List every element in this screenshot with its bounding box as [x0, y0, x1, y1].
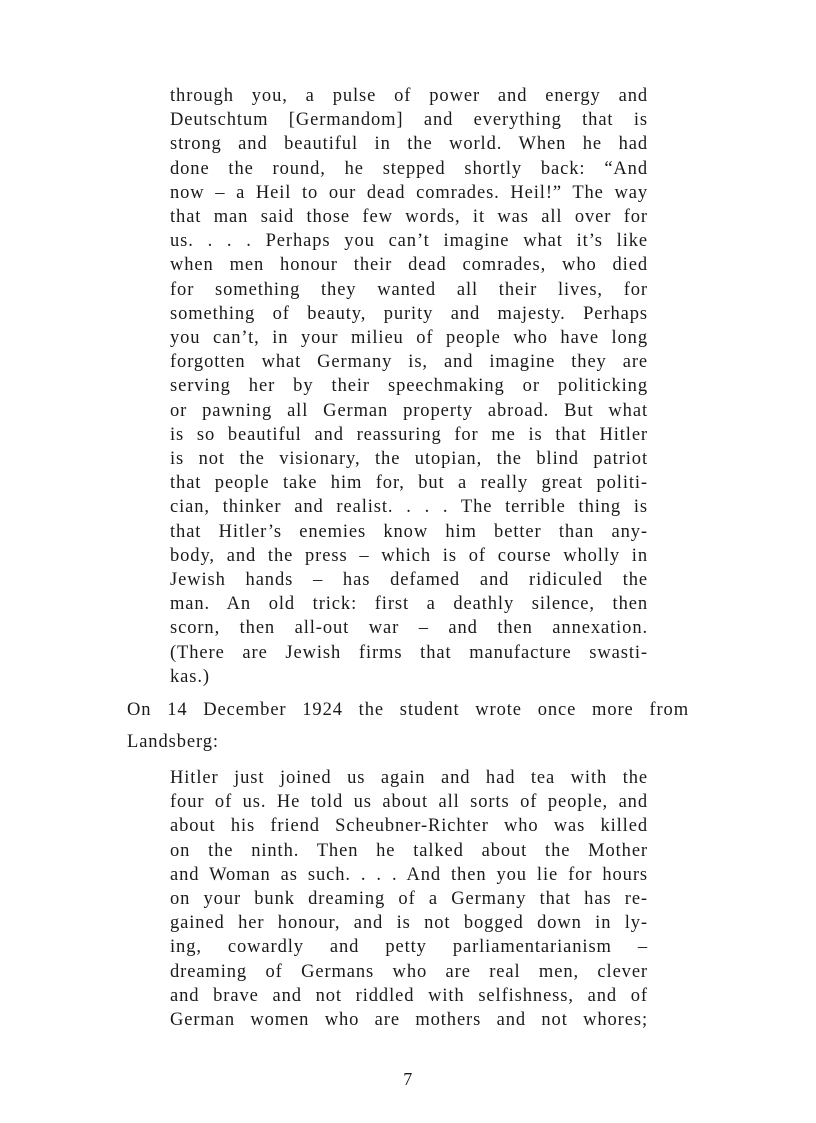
- quote-line: and brave and not riddled with selfishness, and of: [170, 985, 648, 1006]
- body-line: On 14 December 1924 the student wrote once more from: [127, 700, 689, 720]
- quote-line: serving her by their speechmaking or politicking: [170, 376, 648, 397]
- quote-line: is not the visionary, the utopian, the blind patriot: [170, 449, 648, 470]
- quote-line: us. . . . Perhaps you can’t imagine what it’s like: [170, 231, 648, 252]
- quote-line: you can’t, in your milieu of people who have long: [170, 328, 648, 349]
- page-number: 7: [403, 1069, 413, 1089]
- quote-line: when men honour their dead comrades, who died: [170, 255, 648, 276]
- quote-line: about his friend Scheubner-Richter who was killed: [170, 816, 648, 837]
- block-quote-1: [170, 84, 648, 689]
- quote-line: body, and the press – which is of course wholly in: [170, 545, 648, 566]
- quote-line: that people take him for, but a really great politi-: [170, 473, 648, 494]
- quote-line: and Woman as such. . . . And then you lie for hours: [170, 864, 648, 885]
- quote-line: cian, thinker and realist. . . . The terrible thing is: [170, 497, 648, 518]
- quote-line: through you, a pulse of power and energy and: [170, 86, 648, 106]
- quote-line: that Hitler’s enemies know him better than any-: [170, 521, 648, 542]
- quote-line: for something they wanted all their lives, for: [170, 279, 648, 300]
- quote-line: that man said those few words, it was all over for: [170, 207, 648, 228]
- quote-line: strong and beautiful in the world. When he had: [170, 134, 648, 155]
- quote-line: four of us. He told us about all sorts of people, and: [170, 792, 648, 813]
- quote-line: or pawning all German property abroad. But what: [170, 400, 648, 421]
- quote-line: German women who are mothers and not whores;: [170, 1010, 648, 1031]
- quote-line: on the ninth. Then he talked about the Mother: [170, 840, 648, 861]
- quote-line: something of beauty, purity and majesty. Perhaps: [170, 303, 648, 324]
- quote-line: on your bunk dreaming of a Germany that has re-: [170, 889, 648, 910]
- quote-line: gained her honour, and is not bogged down in ly-: [170, 913, 648, 934]
- quote-line: ing, cowardly and petty parliamentarianism –: [170, 937, 648, 958]
- quote-line: scorn, then all-out war – and then annexation.: [170, 618, 648, 639]
- quote-line: dreaming of Germans who are real men, clever: [170, 961, 648, 982]
- quote-line: now – a Heil to our dead comrades. Heil!” The way: [170, 182, 648, 203]
- quote-line: Jewish hands – has defamed and ridiculed the: [170, 570, 648, 591]
- quote-line: forgotten what Germany is, and imagine they are: [170, 352, 648, 373]
- quote-line: kas.): [170, 666, 210, 687]
- block-quote-2: [170, 766, 648, 1032]
- quote-line: man. An old trick: first a deathly silence, then: [170, 594, 648, 615]
- quote-line: is so beautiful and reassuring for me is that Hitler: [170, 424, 648, 445]
- quote-line: Deutschtum [Germandom] and everything that is: [170, 110, 648, 131]
- quote-line: done the round, he stepped shortly back: “And: [170, 158, 648, 179]
- body-line: Landsberg:: [127, 732, 219, 752]
- quote-line: (There are Jewish firms that manufacture swasti-: [170, 642, 648, 663]
- body-paragraph: [127, 694, 689, 758]
- quote-line: Hitler just joined us again and had tea with the: [170, 768, 648, 788]
